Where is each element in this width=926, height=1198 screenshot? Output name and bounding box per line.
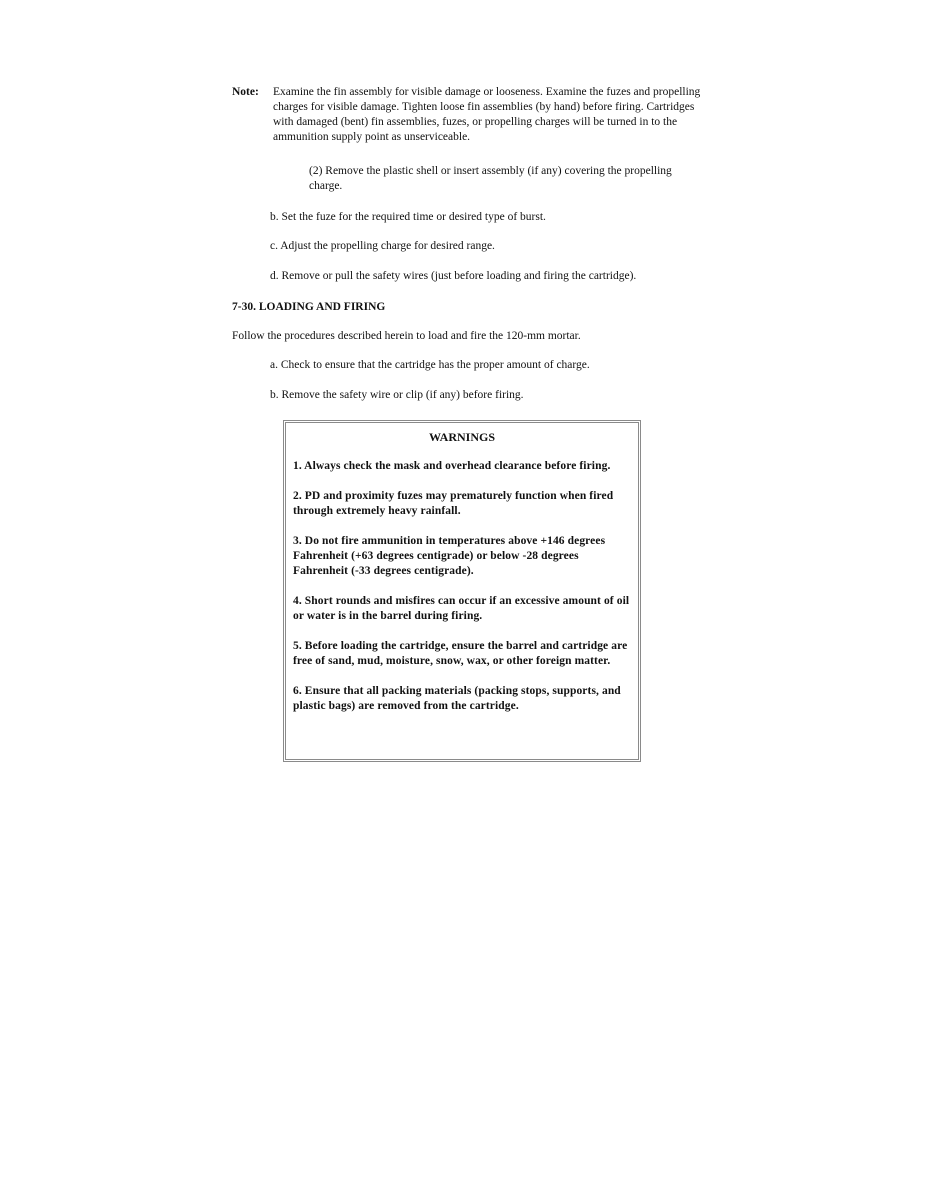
warnings-title: WARNINGS	[428, 430, 495, 444]
warning-item: 3. Do not fire ammunition in temperatures above +146 degrees Fahrenheit (+63 degrees centigrade) or below -28 degrees Fahrenheit (-33 degrees centigrade).	[293, 535, 606, 577]
warning-item: 6. Ensure that all packing materials (packing stops, supports, and plastic bags) are removed from the cartridge.	[293, 685, 621, 712]
step-remove-safety-wire: b. Remove the safety wire or clip (if any) before firing.	[270, 389, 524, 401]
section-heading: 7-30. LOADING AND FIRING	[232, 301, 386, 313]
warning-item: 1. Always check the mask and overhead clearance before firing.	[293, 460, 611, 472]
section-intro: Follow the procedures described herein to load and fire the 120-mm mortar.	[232, 330, 581, 342]
warning-item: 5. Before loading the cartridge, ensure the barrel and cartridge are free of sand, mud, moisture, snow, wax, or other foreign matter.	[293, 640, 628, 667]
note-label: Note:	[232, 86, 259, 98]
warning-item: 2. PD and proximity fuzes may prematurely function when fired through extremely heavy rainfall.	[293, 490, 614, 517]
note-text: Examine the fin assembly for visible damage or looseness. Examine the fuzes and propelling charges for visible damage. Tighten loose fin assemblies (by hand) before firing. Cartridges with damaged (bent) fin assemblies, fuzes, or propelling charges will be turned in to the ammunition supply point as unserviceable.	[273, 86, 701, 143]
step-remove-safety-wires: d. Remove or pull the safety wires (just before loading and firing the cartridge).	[270, 270, 637, 282]
warnings-box	[283, 420, 641, 762]
step-remove-plastic-shell: (2) Remove the plastic shell or insert assembly (if any) covering the propelling charge.	[309, 165, 672, 192]
step-adjust-charge: c. Adjust the propelling charge for desired range.	[270, 240, 495, 252]
warning-item: 4. Short rounds and misfires can occur if an excessive amount of oil or water is in the barrel during firing.	[293, 595, 630, 622]
step-set-fuze: b. Set the fuze for the required time or desired type of burst.	[270, 211, 546, 223]
step-check-charge: a. Check to ensure that the cartridge has the proper amount of charge.	[270, 359, 590, 371]
